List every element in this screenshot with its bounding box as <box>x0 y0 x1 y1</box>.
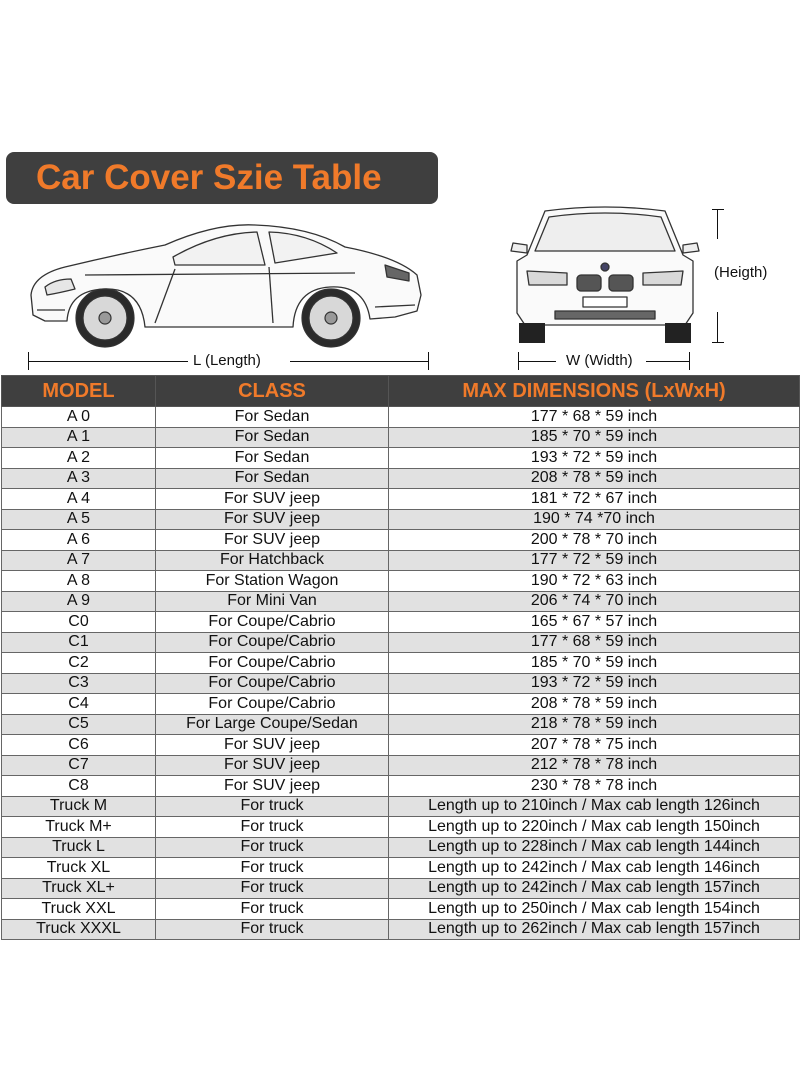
cell-dimensions: Length up to 262inch / Max cab length 157inch <box>389 919 800 940</box>
width-dimension-tick-right <box>689 352 690 370</box>
length-dimension-line-right <box>290 361 428 362</box>
cell-dimensions: 218 * 78 * 59 inch <box>389 714 800 735</box>
cell-class: For SUV jeep <box>156 530 389 551</box>
title-banner <box>6 152 438 204</box>
rear-wheel <box>302 289 360 347</box>
cell-model: Truck M <box>2 796 156 817</box>
cell-class: For truck <box>156 837 389 858</box>
cell-class: For truck <box>156 899 389 920</box>
cell-dimensions: Length up to 250inch / Max cab length 154inch <box>389 899 800 920</box>
cell-model: C1 <box>2 632 156 653</box>
cell-model: A 1 <box>2 427 156 448</box>
cell-dimensions: 193 * 72 * 59 inch <box>389 448 800 469</box>
width-dimension-line-left <box>518 361 556 362</box>
cell-class: For SUV jeep <box>156 735 389 756</box>
column-header-model: MODEL <box>2 376 156 407</box>
cell-model: A 0 <box>2 407 156 428</box>
cell-model: C6 <box>2 735 156 756</box>
width-dimension-tick-left <box>518 352 519 370</box>
cell-model: Truck L <box>2 837 156 858</box>
table-row <box>2 653 800 674</box>
cell-model: Truck XL+ <box>2 878 156 899</box>
width-label: W (Width) <box>566 352 633 369</box>
cell-class: For Sedan <box>156 407 389 428</box>
page-title: Car Cover Szie Table <box>36 158 382 197</box>
car-front-view-illustration <box>505 203 705 343</box>
table-row <box>2 530 800 551</box>
table-row <box>2 468 800 489</box>
length-dimension-line-left <box>28 361 188 362</box>
cell-dimensions: Length up to 210inch / Max cab length 126inch <box>389 796 800 817</box>
cell-model: C5 <box>2 714 156 735</box>
cell-model: A 3 <box>2 468 156 489</box>
table-row <box>2 837 800 858</box>
cell-dimensions: 207 * 78 * 75 inch <box>389 735 800 756</box>
cell-dimensions: 177 * 72 * 59 inch <box>389 550 800 571</box>
cell-class: For truck <box>156 919 389 940</box>
width-dimension-line-right <box>646 361 689 362</box>
table-row <box>2 817 800 838</box>
cell-class: For Large Coupe/Sedan <box>156 714 389 735</box>
cell-dimensions: 185 * 70 * 59 inch <box>389 427 800 448</box>
cell-model: Truck XL <box>2 858 156 879</box>
cell-dimensions: 177 * 68 * 59 inch <box>389 407 800 428</box>
cell-dimensions: 181 * 72 * 67 inch <box>389 489 800 510</box>
cell-class: For Sedan <box>156 468 389 489</box>
cell-class: For Coupe/Cabrio <box>156 673 389 694</box>
height-label: (Heigth) <box>714 264 768 281</box>
cell-dimensions: 190 * 74 *70 inch <box>389 509 800 530</box>
cell-class: For Coupe/Cabrio <box>156 632 389 653</box>
table-row <box>2 714 800 735</box>
cell-model: C3 <box>2 673 156 694</box>
table-row <box>2 755 800 776</box>
cell-model: A 6 <box>2 530 156 551</box>
table-row <box>2 489 800 510</box>
table-row <box>2 673 800 694</box>
cell-dimensions: Length up to 242inch / Max cab length 157inch <box>389 878 800 899</box>
cell-class: For SUV jeep <box>156 509 389 530</box>
cell-class: For Sedan <box>156 427 389 448</box>
cell-dimensions: 193 * 72 * 59 inch <box>389 673 800 694</box>
cell-class: For SUV jeep <box>156 755 389 776</box>
cell-dimensions: 230 * 78 * 78 inch <box>389 776 800 797</box>
cell-dimensions: 200 * 78 * 70 inch <box>389 530 800 551</box>
cell-model: A 5 <box>2 509 156 530</box>
column-header-max-dimensions: MAX DIMENSIONS (LxWxH) <box>389 376 800 407</box>
cell-class: For Coupe/Cabrio <box>156 612 389 633</box>
height-dimension-tick-top <box>712 209 724 210</box>
table-row <box>2 878 800 899</box>
length-dimension-tick-left <box>28 352 29 370</box>
cell-model: C2 <box>2 653 156 674</box>
cell-dimensions: 206 * 74 * 70 inch <box>389 591 800 612</box>
cell-dimensions: 165 * 67 * 57 inch <box>389 612 800 633</box>
cell-model: Truck XXXL <box>2 919 156 940</box>
cell-class: For truck <box>156 796 389 817</box>
cell-dimensions: 185 * 70 * 59 inch <box>389 653 800 674</box>
table-row <box>2 858 800 879</box>
cell-model: Truck XXL <box>2 899 156 920</box>
front-right-tire <box>665 323 691 343</box>
cell-model: A 4 <box>2 489 156 510</box>
cell-model: C0 <box>2 612 156 633</box>
height-dimension-line-bottom <box>717 312 718 342</box>
cell-class: For Mini Van <box>156 591 389 612</box>
table-row <box>2 919 800 940</box>
cell-dimensions: Length up to 228inch / Max cab length 144inch <box>389 837 800 858</box>
cell-dimensions: Length up to 242inch / Max cab length 146inch <box>389 858 800 879</box>
height-dimension-line-top <box>717 209 718 239</box>
front-left-tire <box>519 323 545 343</box>
cell-dimensions: Length up to 220inch / Max cab length 150inch <box>389 817 800 838</box>
table-row <box>2 427 800 448</box>
cell-class: For truck <box>156 878 389 899</box>
cell-model: A 2 <box>2 448 156 469</box>
cell-dimensions: 190 * 72 * 63 inch <box>389 571 800 592</box>
cell-class: For Coupe/Cabrio <box>156 653 389 674</box>
cell-dimensions: 177 * 68 * 59 inch <box>389 632 800 653</box>
cell-dimensions: 212 * 78 * 78 inch <box>389 755 800 776</box>
cell-class: For truck <box>156 817 389 838</box>
length-label: L (Length) <box>193 352 261 369</box>
table-row <box>2 632 800 653</box>
cell-class: For Sedan <box>156 448 389 469</box>
cell-dimensions: 208 * 78 * 59 inch <box>389 468 800 489</box>
cell-class: For SUV jeep <box>156 776 389 797</box>
table-row <box>2 612 800 633</box>
cell-class: For SUV jeep <box>156 489 389 510</box>
table-row <box>2 591 800 612</box>
table-row <box>2 509 800 530</box>
cell-model: C7 <box>2 755 156 776</box>
table-body <box>2 407 800 940</box>
table-row <box>2 407 800 428</box>
cell-dimensions: 208 * 78 * 59 inch <box>389 694 800 715</box>
table-row <box>2 776 800 797</box>
cell-class: For Hatchback <box>156 550 389 571</box>
cell-class: For Coupe/Cabrio <box>156 694 389 715</box>
table-row <box>2 571 800 592</box>
car-side-view-illustration <box>25 215 425 350</box>
cell-model: C8 <box>2 776 156 797</box>
cell-model: C4 <box>2 694 156 715</box>
column-header-class: CLASS <box>156 376 389 407</box>
length-dimension-tick-right <box>428 352 429 370</box>
table-header-row <box>2 376 800 407</box>
cell-model: A 9 <box>2 591 156 612</box>
table-row <box>2 899 800 920</box>
front-wheel <box>76 289 134 347</box>
table-row <box>2 735 800 756</box>
cell-model: A 7 <box>2 550 156 571</box>
height-dimension-tick-bottom <box>712 342 724 343</box>
cell-class: For Station Wagon <box>156 571 389 592</box>
size-table <box>1 375 800 940</box>
cell-model: Truck M+ <box>2 817 156 838</box>
cell-class: For truck <box>156 858 389 879</box>
table-row <box>2 694 800 715</box>
table-row <box>2 448 800 469</box>
table-row <box>2 550 800 571</box>
table-row <box>2 796 800 817</box>
cell-model: A 8 <box>2 571 156 592</box>
